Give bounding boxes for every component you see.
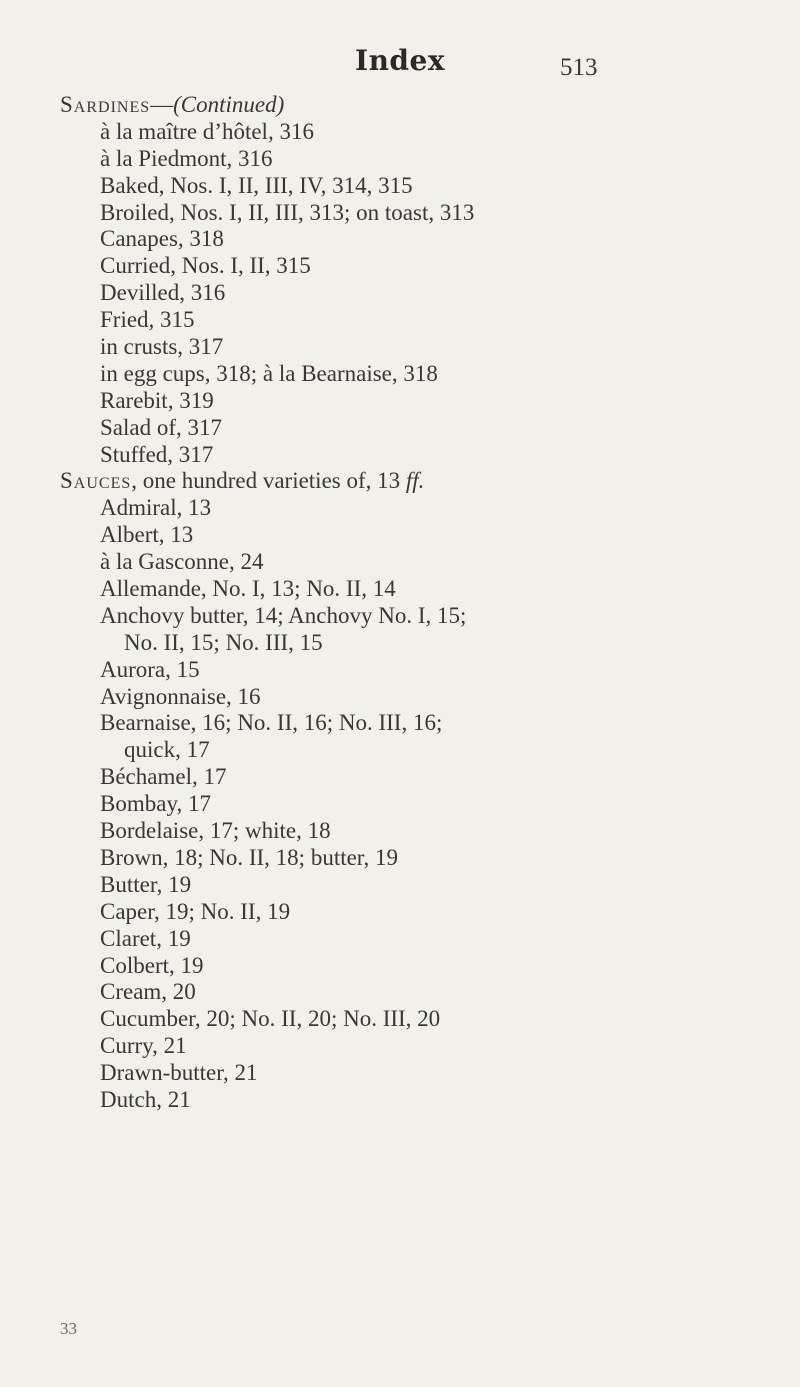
index-entry: Caper, 19; No. II, 19: [100, 898, 291, 924]
page-number: 513: [560, 54, 598, 81]
index-entry: Dutch, 21: [100, 1086, 191, 1112]
index-entry: Claret, 19: [100, 925, 191, 951]
index-entry: Bearnaise, 16; No. II, 16; No. III, 16;: [100, 710, 443, 736]
index-entry-continuation: quick, 17: [124, 737, 210, 763]
index-entries: [60, 92, 780, 1114]
index-entry: Curried, Nos. I, II, 315: [100, 253, 311, 279]
index-entry: Salad of, 317: [100, 414, 223, 440]
index-entry: Devilled, 316: [100, 280, 226, 306]
index-entry: Baked, Nos. I, II, III, IV, 314, 315: [100, 172, 413, 198]
sauces-heading-word: Sauces: [60, 468, 132, 494]
index-entry: Fried, 315: [100, 307, 195, 333]
index-entry-continuation: No. II, 15; No. III, 15: [124, 629, 323, 655]
index-entry: Drawn-butter, 21: [100, 1060, 258, 1086]
index-entry: Bombay, 17: [100, 791, 211, 817]
continued-label: (Continued): [173, 92, 285, 117]
sauces-heading: [60, 468, 780, 495]
index-entry: Anchovy butter, 14; Anchovy No. I, 15;: [100, 602, 467, 628]
running-head: [0, 40, 800, 80]
index-entry: Aurora, 15: [100, 656, 200, 682]
sardines-heading: [60, 92, 780, 119]
index-entry: à la Gasconne, 24: [100, 549, 264, 575]
sardines-dash: —: [150, 92, 174, 117]
index-entry: Bordelaise, 17; white, 18: [100, 818, 331, 844]
index-entry: Stuffed, 317: [100, 441, 214, 467]
sauces-heading-rest: , one hundred varieties of, 13: [131, 468, 406, 494]
index-entry: Albert, 13: [100, 522, 194, 548]
signature-mark: 33: [60, 1319, 77, 1338]
page-title: Index: [354, 44, 446, 77]
index-entry: Broiled, Nos. I, II, III, 313; on toast, 313: [100, 199, 475, 225]
index-entry: Admiral, 13: [100, 495, 212, 521]
index-entry: Colbert, 19: [100, 952, 204, 978]
index-entry: in egg cups, 318; à la Bearnaise, 318: [100, 360, 438, 386]
index-entry: Avignonnaise, 16: [100, 683, 261, 709]
index-entry: Curry, 21: [100, 1033, 187, 1059]
sardines-heading-word: Sardines: [60, 92, 151, 117]
index-entry: Rarebit, 319: [100, 387, 214, 413]
index-entry: à la Piedmont, 316: [100, 145, 273, 171]
index-entry: Béchamel, 17: [100, 764, 227, 790]
index-entry: Cream, 20: [100, 979, 196, 1005]
index-entry: à la maître d’hôtel, 316: [100, 118, 314, 144]
index-entry: Allemande, No. I, 13; No. II, 14: [100, 576, 396, 602]
index-entry: Brown, 18; No. II, 18; butter, 19: [100, 844, 399, 870]
index-entry: in crusts, 317: [100, 334, 224, 360]
index-entry: Cucumber, 20; No. II, 20; No. III, 20: [100, 1006, 441, 1032]
sauces-heading-ff: ff.: [405, 468, 425, 494]
index-entry: Butter, 19: [100, 871, 192, 897]
index-entry: Canapes, 318: [100, 226, 224, 252]
